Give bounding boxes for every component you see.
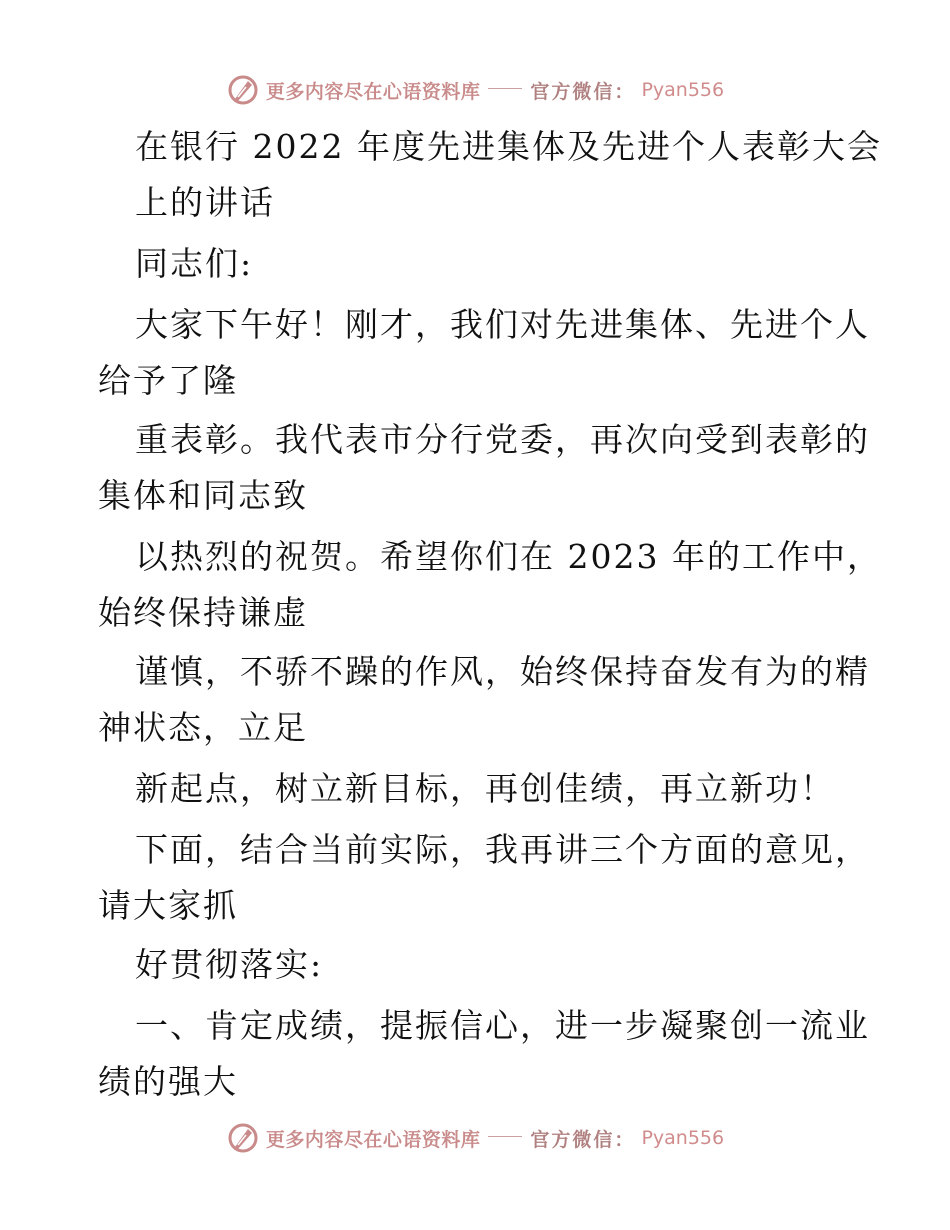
paragraph-line: 谨慎，不骄不躁的作风，始终保持奋发有为的精 bbox=[135, 652, 870, 691]
paragraph-line: 下面，结合当前实际，我再讲三个方面的意见， bbox=[135, 830, 870, 869]
watermark-official-label: 官方微信： bbox=[530, 80, 636, 103]
document-title-line-2: 上的讲话 bbox=[135, 183, 275, 222]
paragraph-line: 好贯彻落实: bbox=[135, 945, 324, 984]
paragraph-line: 重表彰。我代表市分行党委，再次向受到表彰的 bbox=[135, 420, 870, 459]
paragraph-line: 新起点，树立新目标，再创佳绩，再立新功！ bbox=[135, 769, 835, 808]
paragraph-line: 给予了隆 bbox=[98, 361, 238, 400]
watermark-wechat-id: Pyan556 bbox=[641, 1127, 725, 1149]
section-heading-line: 一、肯定成绩，提振信心，进一步凝聚创一流业 bbox=[135, 1006, 870, 1045]
document-title-line-1: 在银行 2022 年度先进集体及先进个人表彰大会 bbox=[135, 127, 882, 166]
paragraph-line: 集体和同志致 bbox=[98, 476, 308, 515]
watermark-wechat-id: Pyan556 bbox=[641, 79, 725, 101]
paragraph-line: 大家下午好！刚才，我们对先进集体、先进个人 bbox=[135, 305, 870, 344]
paragraph-line: 以热烈的祝贺。希望你们在 2023 年的工作中， bbox=[135, 537, 882, 576]
watermark-main-text: 更多内容尽在心语资料库 bbox=[265, 1128, 481, 1151]
watermark-official-label: 官方微信： bbox=[530, 1128, 636, 1151]
watermark-dash bbox=[488, 88, 522, 89]
watermark-dash bbox=[488, 1136, 522, 1137]
paragraph-line: 请大家抓 bbox=[98, 886, 238, 925]
quill-logo-icon bbox=[226, 73, 260, 107]
watermark-main-text: 更多内容尽在心语资料库 bbox=[265, 80, 481, 103]
quill-logo-icon bbox=[226, 1121, 260, 1155]
header-watermark bbox=[0, 70, 950, 110]
paragraph-line: 神状态，立足 bbox=[98, 708, 308, 747]
footer-watermark bbox=[0, 1118, 950, 1158]
paragraph-line: 始终保持谦虚 bbox=[98, 593, 308, 632]
section-heading-line: 绩的强大 bbox=[98, 1062, 238, 1101]
salutation: 同志们: bbox=[135, 244, 254, 283]
